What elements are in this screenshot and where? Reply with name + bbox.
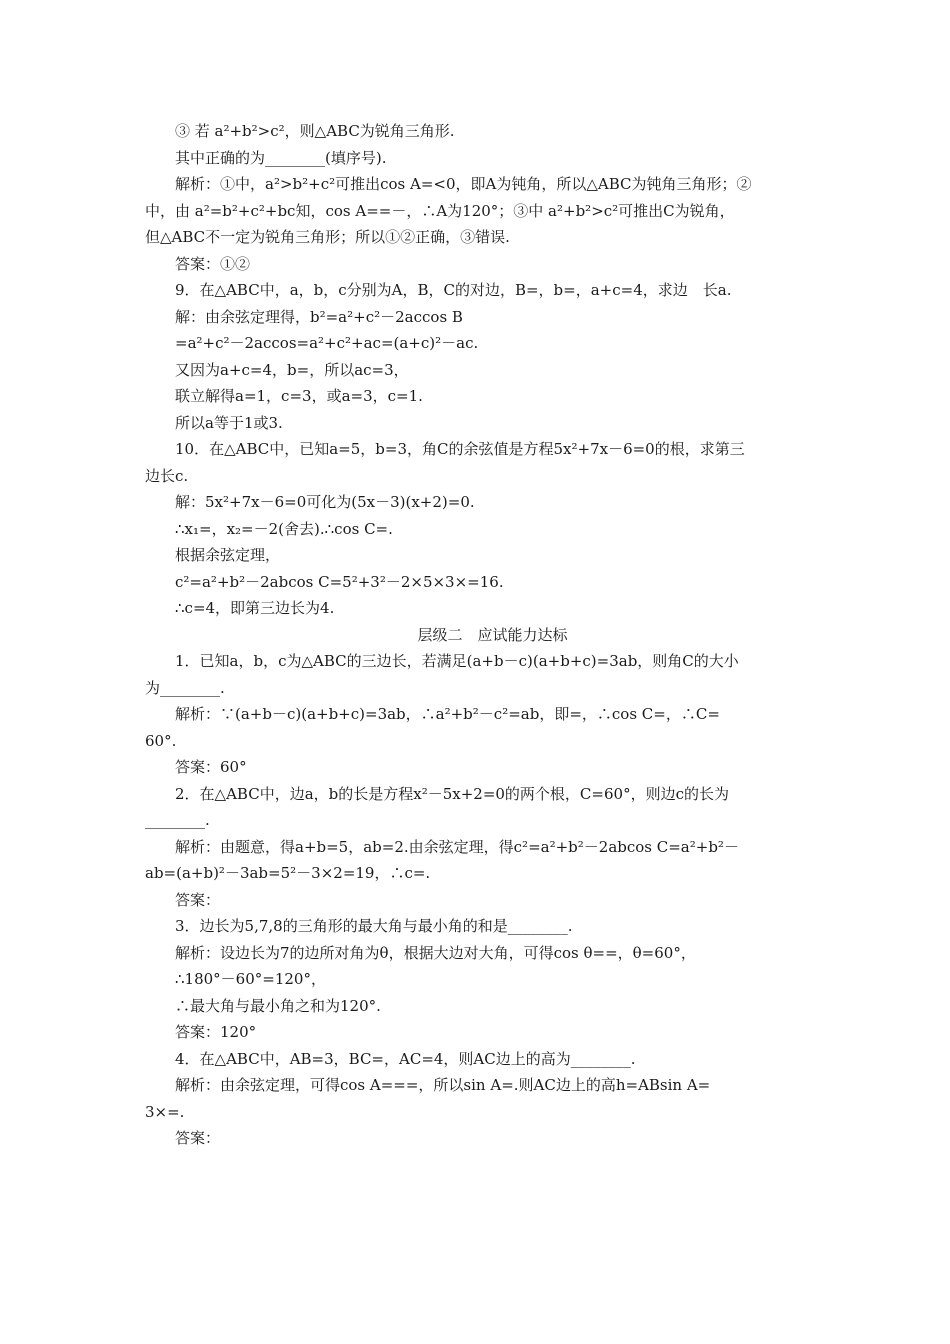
text-line: 答案：①② — [175, 254, 251, 273]
text-line: 又因为a+c=4，b=，所以ac=3， — [175, 360, 409, 379]
text-line: 10．在△ABC中，已知a=5，b=3，角C的余弦值是方程5x²+7x－6=0的根，求第三 — [175, 440, 745, 458]
text-line: 答案：60° — [175, 758, 247, 776]
text-line: 1．已知a，b，c为△ABC的三边长，若满足(a+b－c)(a+b+c)=3ab，则角C的大小 — [175, 652, 739, 670]
text-line: ________. — [145, 811, 210, 829]
text-line: ∴最大角与最小角之和为120°. — [175, 996, 381, 1015]
text-line: 其中正确的为________(填序号). — [175, 148, 387, 167]
text-line: 答案：120° — [175, 1023, 257, 1041]
text-line: c²=a²+b²－2abcos C=5²+3²－2×5×3×=16. — [175, 572, 504, 591]
text-line: 中，由 a²=b²+c²+bc知，cos A==－，∴A为120°；③中 a²+b²>c²可推出C为锐角， — [145, 201, 735, 220]
section-heading: 层级二 应试能力达标 — [417, 625, 568, 644]
text-line: ∴c=4，即第三边长为4. — [175, 599, 335, 617]
text-line: 60°. — [145, 731, 177, 750]
text-line: 但△ABC不一定为锐角三角形；所以①②正确，③错误. — [145, 228, 510, 246]
document-page — [145, 118, 810, 1152]
text-line: 根据余弦定理， — [175, 546, 281, 564]
text-line: ∴180°－60°=120°， — [175, 970, 326, 988]
text-line: 4．在△ABC中，AB=3，BC=，AC=4，则AC边上的高为________. — [175, 1049, 636, 1068]
text-line: 3×=. — [145, 1102, 185, 1121]
text-line: ③ 若 a²+b²>c²，则△ABC为锐角三角形. — [175, 122, 455, 140]
text-line: =a²+c²－2accos=a²+c²+ac=(a+c)²－ac. — [175, 334, 479, 352]
text-line: 2．在△ABC中，边a，b的长是方程x²－5x+2=0的两个根，C=60°，则边c的长为 — [175, 784, 729, 803]
text-line: 为________. — [145, 678, 225, 697]
text-line: 解析：∵(a+b－c)(a+b+c)=3ab，∴a²+b²－c²=ab，即=，∴cos C=，∴C= — [175, 705, 720, 723]
text-line: 解析：由题意，得a+b=5，ab=2.由余弦定理，得c²=a²+b²－2abcos C=a²+b²－ — [175, 837, 739, 856]
text-line: 解析：由余弦定理，可得cos A===，所以sin A=.则AC边上的高h=ABsin A= — [175, 1076, 711, 1094]
text-line: 解析：设边长为7的边所对角为θ，根据大边对大角，可得cos θ==，θ=60°， — [175, 943, 696, 962]
text-line: 答案： — [175, 890, 221, 909]
text-line: 解析：①中，a²>b²+c²可推出cos A=<0，即A为钝角，所以△ABC为钝角三角形；② — [175, 175, 752, 193]
text-line: 所以a等于1或3. — [175, 413, 283, 432]
text-line: 答案： — [175, 1129, 221, 1147]
text-line: 解：由余弦定理得，b²=a²+c²－2accos B — [175, 307, 463, 326]
text-line: 边长c. — [145, 466, 189, 485]
text-line: 联立解得a=1，c=3，或a=3，c=1. — [175, 387, 423, 405]
text-line: 3．边长为5,7,8的三角形的最大角与最小角的和是________. — [175, 917, 573, 935]
text-line: ∴x₁=，x₂=－2(舍去).∴cos C=. — [175, 519, 393, 538]
text-line: 9．在△ABC中，a，b，c分别为A，B，C的对边，B=，b=，a+c=4，求边 长a. — [175, 281, 732, 299]
text-line: ab=(a+b)²－3ab=5²－3×2=19，∴c=. — [145, 864, 431, 882]
text-line: 解：5x²+7x－6=0可化为(5x－3)(x+2)=0. — [175, 493, 475, 511]
